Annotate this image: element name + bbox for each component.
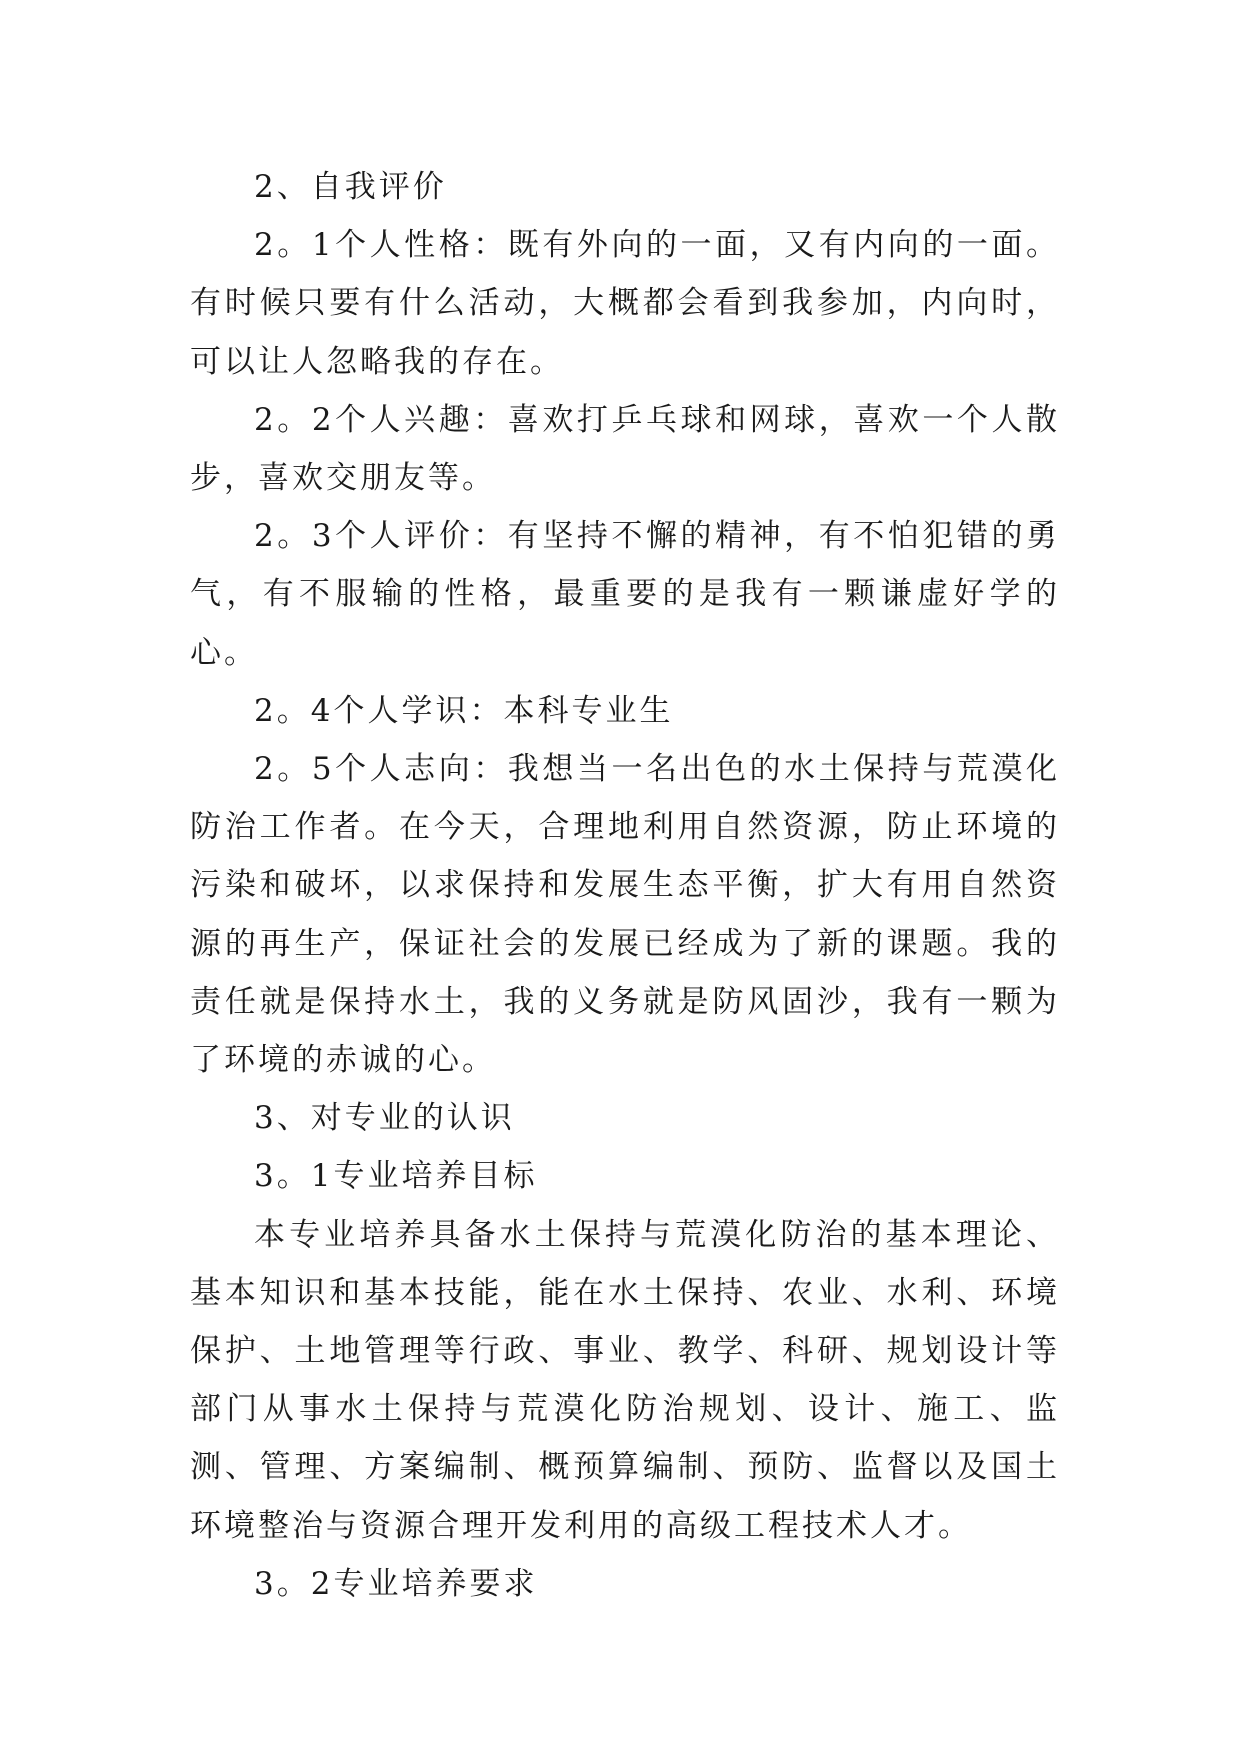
subheading-training-goal: 3。1专业培养目标 xyxy=(254,1158,538,1195)
paragraph-personality: 2。1个人性格：既有外向的一面，又有内向的一面。有时候只要有什么活动，大概都会看到我参加，内向时，可以让人忽略我的存在。 xyxy=(190,227,1060,380)
paragraph-training-goal: 本专业培养具备水土保持与荒漠化防治的基本理论、基本知识和基本技能，能在水土保持、农业、水利、环境保护、土地管理等行政、事业、教学、科研、规划设计等部门从事水土保持与荒漠化防治规划、设计、施工、监测、管理、方案编制、概预算编制、预防、监督以及国土环境整治与资源合理开发利用的高级工程技术人才。 xyxy=(190,1216,1060,1544)
paragraph-education: 2。4个人学识：本科专业生 xyxy=(254,692,674,729)
paragraph-interests: 2。2个人兴趣：喜欢打乒乓球和网球，喜欢一个人散步，喜欢交朋友等。 xyxy=(190,401,1060,497)
heading-major-understanding: 3、对专业的认识 xyxy=(254,1100,515,1137)
document-body xyxy=(190,158,1060,1613)
paragraph-aspiration: 2。5个人志向：我想当一名出色的水土保持与荒漠化防治工作者。在今天，合理地利用自然资源，防止环境的污染和破坏，以求保持和发展生态平衡，扩大有用自然资源的再生产，保证社会的发展已经成为了新的课题。我的责任就是保持水土，我的义务就是防风固沙，我有一颗为了环境的赤诚的心。 xyxy=(190,751,1060,1079)
paragraph-self-assessment: 2。3个人评价：有坚持不懈的精神，有不怕犯错的勇气，有不服输的性格，最重要的是我有一颗谦虚好学的心。 xyxy=(190,518,1060,671)
subheading-training-requirements: 3。2专业培养要求 xyxy=(254,1565,538,1602)
heading-self-evaluation: 2、自我评价 xyxy=(254,169,447,205)
